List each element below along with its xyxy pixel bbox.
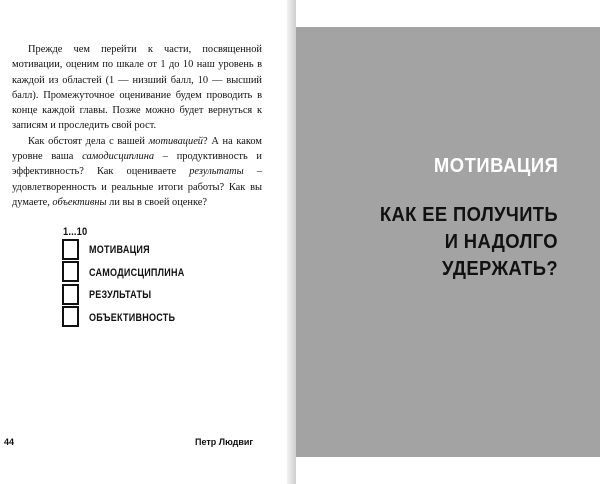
checklist-label: РЕЗУЛЬТАТЫ xyxy=(89,289,152,302)
text-run: Как обстоят дела с вашей xyxy=(28,135,149,147)
emphasis-objective: объективны xyxy=(52,196,107,208)
question-line: УДЕРЖАТЬ? xyxy=(442,258,558,280)
text-run: – продуктивность и эффективность? Как оцениваете xyxy=(12,151,262,178)
question-line: И НАДОЛГО xyxy=(444,231,558,253)
chapter-title: МОТИВАЦИЯ xyxy=(433,155,558,177)
checklist-row-objectivity xyxy=(62,307,205,330)
page-number: 44 xyxy=(4,437,15,447)
checklist-row-self-discipline xyxy=(62,262,205,285)
checklist-label: САМОДИСЦИПЛИНА xyxy=(89,266,185,279)
score-box xyxy=(62,306,79,327)
right-page xyxy=(296,0,600,484)
paragraph-questions xyxy=(12,134,262,210)
author-name: Петр Людвиг xyxy=(195,437,254,447)
emphasis-results: результаты xyxy=(189,166,244,178)
checklist-row-motivation xyxy=(62,239,205,262)
emphasis-motivation: мотивацией xyxy=(148,135,203,147)
scale-label: 1...10 xyxy=(63,226,88,238)
chapter-question xyxy=(319,202,558,283)
score-box xyxy=(62,261,79,282)
book-gutter xyxy=(287,0,296,484)
score-box xyxy=(62,239,79,260)
question-line: КАК ЕЕ ПОЛУЧИТЬ xyxy=(379,204,558,226)
self-assessment-checklist xyxy=(62,226,205,329)
text-run: ли вы в своей оценке? xyxy=(106,196,207,208)
score-box xyxy=(62,284,79,305)
text-run: – удовлетворенность и реальные итоги работы? Как вы думаете, xyxy=(12,166,263,208)
left-page xyxy=(0,0,287,484)
emphasis-self-discipline: самодисциплина xyxy=(82,151,155,163)
chapter-title-block xyxy=(296,27,600,457)
body-text xyxy=(12,42,262,210)
paragraph-intro xyxy=(12,42,262,134)
text-run: Прежде чем перейти к части, посвященной мотивации, оценим по шкале от 1 до 10 наш уровень в каждой из областей (1 — низший балл, 10 — высший балл). Промежуточное оценивание будем проводить в конце каждой главы. Позже можно будет вернуться к записям и проследить свой рост. xyxy=(12,44,262,132)
checklist-row-results xyxy=(62,284,205,307)
text-run: ? А на каком уровне ваша xyxy=(12,135,262,163)
checklist-label: ОБЪЕКТИВНОСТЬ xyxy=(89,311,176,324)
checklist-label: МОТИВАЦИЯ xyxy=(89,244,150,257)
